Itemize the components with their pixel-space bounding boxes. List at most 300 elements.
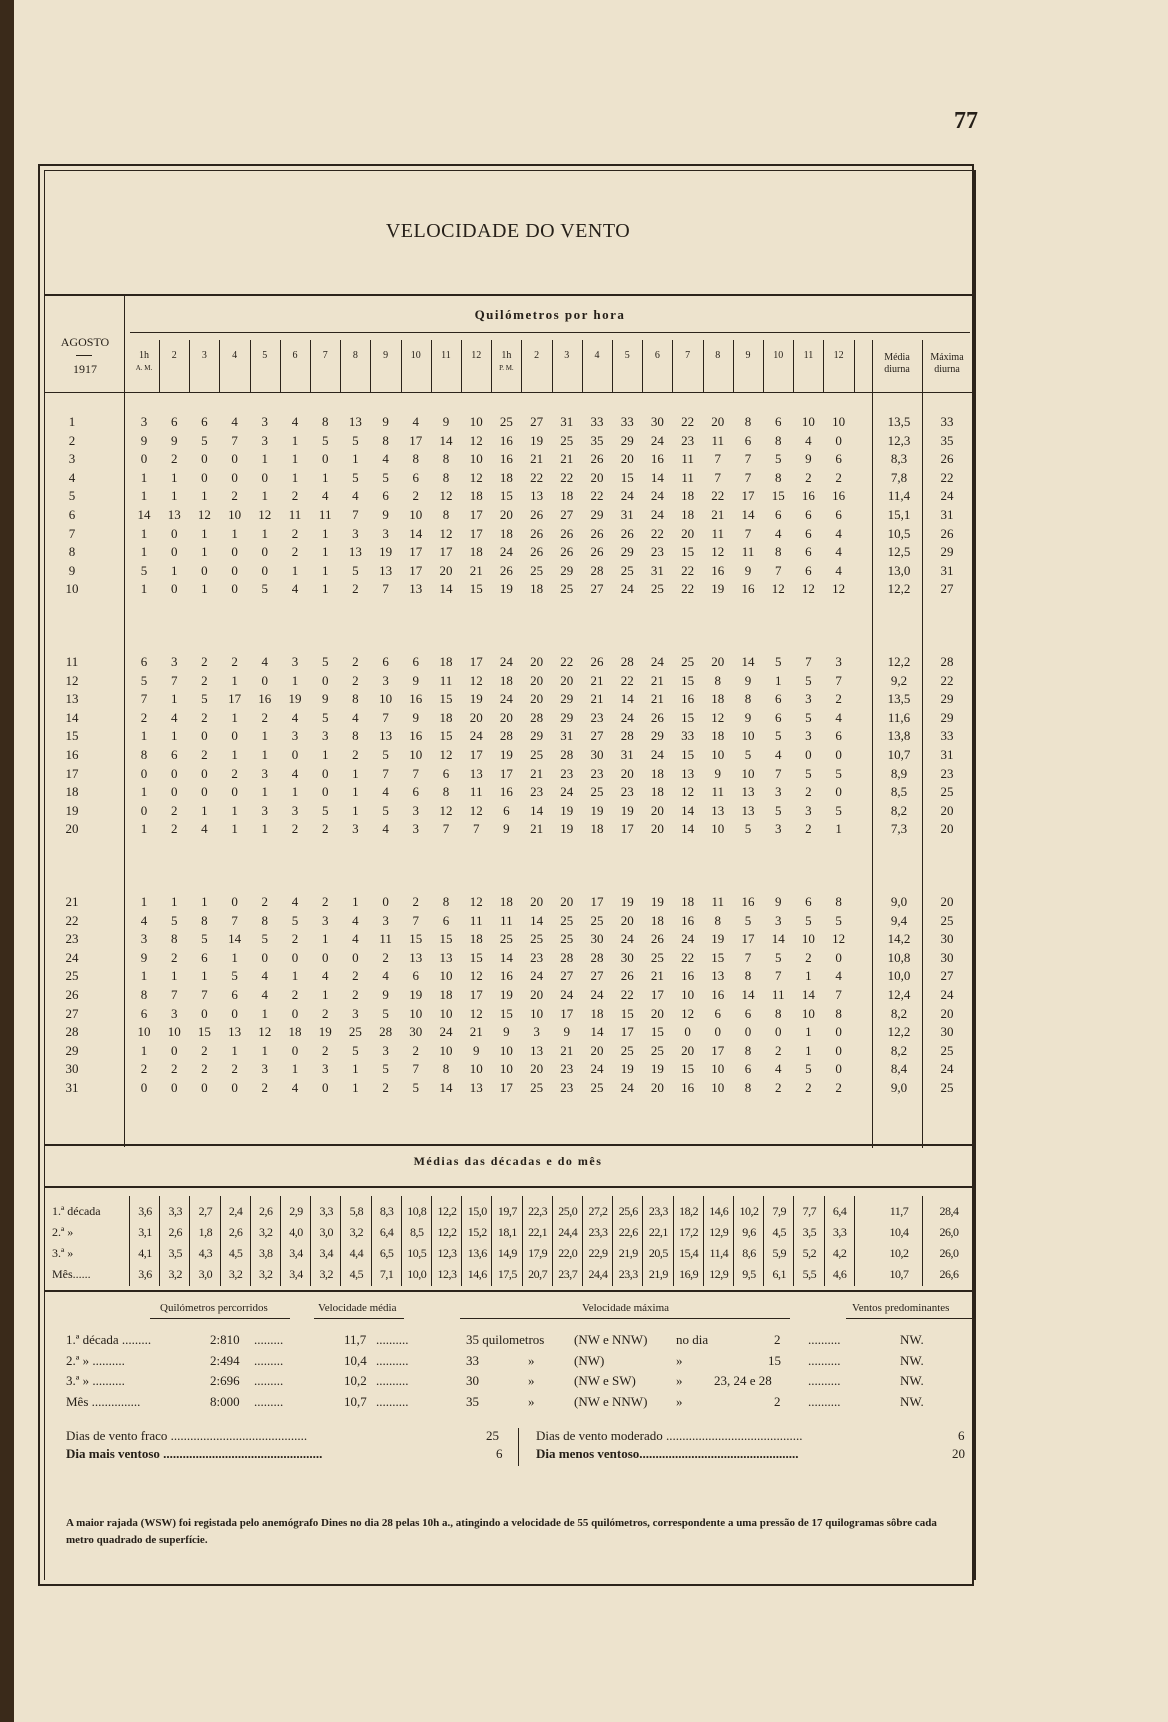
hourly-speed-cell: 3: [774, 784, 782, 800]
title-divider: [44, 294, 972, 296]
hourly-speed-cell: 4: [805, 432, 812, 448]
hourly-speed-cell: 3: [291, 802, 299, 818]
header-bottom-rule: [44, 392, 972, 393]
hourly-speed-cell: 20: [530, 894, 544, 909]
hourly-speed-cell: 7: [774, 765, 782, 781]
year-label: 1917: [73, 362, 97, 376]
hourly-speed-cell: 12: [439, 525, 453, 541]
average-hour-cell: 3,6: [138, 1267, 152, 1281]
hourly-speed-cell: 0: [170, 1080, 178, 1095]
hourly-speed-cell: 5: [140, 672, 148, 688]
km-per-hour-heading: Quilómetros por hora: [474, 307, 626, 322]
hour-column-divider: [823, 340, 824, 392]
hourly-speed-cell: 2: [774, 1042, 782, 1058]
daily-mean-cell: 7,8: [890, 469, 908, 485]
hourly-speed-cell: 3: [352, 821, 359, 837]
hourly-speed-cell: 23: [560, 765, 574, 781]
hourly-speed-cell: 3: [321, 912, 329, 928]
hourly-speed-cell: 9: [170, 432, 178, 448]
average-hour-cell: 10,8: [407, 1204, 427, 1218]
summary-dots3: ..........: [808, 1332, 841, 1347]
hourly-speed-cell: 18: [469, 544, 483, 560]
hourly-speed-cell: 3: [352, 525, 359, 541]
hour-column-divider: [280, 340, 281, 392]
hourly-speed-cell: 18: [530, 581, 544, 597]
hourly-speed-cell: 14: [137, 507, 151, 522]
hourly-speed-cell: 0: [835, 1061, 842, 1077]
hourly-speed-cell: 4: [412, 414, 420, 429]
hourly-speed-cell: 13: [711, 802, 725, 818]
day-number: 23: [65, 931, 79, 947]
least-windy-day-label: Dia menos ventoso.................................................: [536, 1446, 799, 1461]
hourly-speed-cell: 20: [499, 507, 513, 522]
hour-header-2: 2: [171, 350, 177, 361]
average-column-divider: [250, 1196, 251, 1286]
hourly-speed-cell: 3: [382, 525, 389, 541]
hourly-speed-cell: 4: [382, 784, 389, 800]
hourly-speed-cell: 24: [650, 488, 664, 504]
day-number: 19: [65, 802, 79, 818]
average-hour-cell: 5,5: [802, 1267, 817, 1281]
hourly-speed-cell: 7: [352, 507, 359, 522]
hourly-speed-cell: 12: [711, 544, 725, 560]
hourly-speed-cell: 17: [469, 747, 483, 762]
hourly-speed-cell: 6: [412, 469, 420, 485]
hourly-speed-cell: 29: [620, 432, 634, 448]
daily-mean-cell: 13,8: [887, 728, 911, 744]
average-hour-cell: 3,4: [289, 1267, 303, 1281]
hourly-speed-cell: 13: [348, 414, 362, 429]
hourly-speed-cell: 26: [530, 544, 544, 560]
hourly-speed-cell: 25: [620, 562, 634, 578]
hourly-speed-cell: 3: [261, 802, 269, 818]
hourly-speed-cell: 16: [681, 691, 695, 707]
daily-mean-cell: 8,2: [890, 1005, 908, 1021]
hourly-speed-cell: 5: [321, 802, 329, 818]
daily-max-cell: 22: [940, 672, 954, 688]
hourly-speed-cell: 10: [499, 1061, 513, 1077]
hourly-speed-cell: 0: [684, 1024, 691, 1040]
hourly-speed-cell: 9: [442, 414, 450, 429]
hour-header-12: 12: [471, 350, 482, 361]
hourly-speed-cell: 22: [681, 562, 695, 578]
day-number: 28: [65, 1024, 79, 1040]
hourly-speed-cell: 10: [801, 1005, 815, 1021]
hourly-speed-cell: 12: [681, 1005, 695, 1021]
hourly-speed-cell: 6: [835, 507, 842, 522]
average-hour-cell: 3,2: [319, 1267, 333, 1281]
hourly-speed-cell: 30: [590, 931, 604, 947]
hourly-speed-cell: 20: [590, 469, 604, 485]
hourly-speed-cell: 1: [352, 1080, 359, 1095]
hourly-speed-cell: 3: [291, 728, 299, 744]
hourly-speed-cell: 4: [352, 912, 359, 928]
hourly-speed-cell: 25: [560, 581, 574, 597]
average-hour-cell: 20,5: [648, 1246, 668, 1260]
hourly-speed-cell: 6: [774, 709, 782, 725]
day-number: 14: [65, 709, 79, 725]
average-row-label: Mês......: [52, 1267, 91, 1281]
hourly-speed-cell: 8: [382, 432, 389, 448]
hourly-speed-cell: 26: [530, 525, 544, 541]
average-max-cell: 26,0: [939, 1225, 959, 1239]
hourly-speed-cell: 20: [711, 654, 725, 669]
hourly-speed-cell: 2: [201, 1042, 208, 1058]
hourly-speed-cell: 23: [560, 1061, 574, 1077]
hourly-speed-cell: 3: [805, 728, 812, 744]
hourly-speed-cell: 5: [352, 432, 359, 448]
hourly-speed-cell: 24: [620, 1080, 634, 1095]
summary-header-winds: Ventos predominantes: [852, 1302, 950, 1314]
hourly-speed-cell: 11: [469, 912, 483, 928]
hourly-speed-cell: 28: [620, 728, 634, 744]
average-hour-cell: 11,4: [709, 1246, 729, 1260]
hourly-speed-cell: 13: [439, 949, 453, 965]
hourly-speed-cell: 1: [321, 987, 329, 1002]
hour-header-23: 11: [803, 350, 814, 361]
hourly-speed-cell: 20: [650, 821, 664, 837]
hourly-speed-cell: 5: [140, 562, 148, 578]
hourly-speed-cell: 0: [231, 894, 238, 909]
hourly-speed-cell: 0: [291, 747, 299, 762]
daily-mean-cell: 12,5: [887, 544, 911, 560]
hourly-speed-cell: 16: [499, 432, 513, 448]
hourly-speed-cell: 7: [744, 469, 752, 485]
average-column-divider: [522, 1196, 523, 1286]
hourly-speed-cell: 5: [805, 709, 812, 725]
hourly-speed-cell: 2: [835, 469, 842, 485]
hourly-speed-cell: 9: [805, 451, 812, 467]
hourly-speed-cell: 19: [409, 987, 423, 1002]
hourly-speed-cell: 0: [201, 765, 208, 781]
average-column-divider: [824, 1196, 825, 1286]
hourly-speed-cell: 6: [503, 802, 510, 818]
hourly-speed-cell: 4: [291, 894, 299, 909]
average-hour-cell: 3,2: [168, 1267, 182, 1281]
hourly-speed-cell: 1: [352, 784, 359, 800]
average-hour-cell: 3,0: [319, 1225, 333, 1239]
hourly-speed-cell: 25: [530, 562, 544, 578]
hourly-speed-cell: 5: [805, 1061, 812, 1077]
hourly-speed-cell: 4: [261, 987, 269, 1002]
summary-q: »: [528, 1393, 535, 1409]
hourly-speed-cell: 8: [744, 1042, 752, 1058]
hourly-speed-cell: 9: [321, 691, 329, 707]
hourly-speed-cell: 0: [291, 1005, 299, 1021]
hourly-speed-cell: 1: [140, 728, 148, 744]
hourly-speed-cell: 1: [170, 469, 178, 485]
hourly-speed-cell: 24: [681, 931, 695, 947]
hourly-speed-cell: 1: [140, 968, 148, 984]
hourly-speed-cell: 9: [412, 709, 420, 725]
moderate-wind-days-label: Dias de vento moderado ..........................................: [536, 1428, 803, 1443]
hourly-speed-cell: 22: [620, 672, 634, 688]
hourly-speed-cell: 4: [835, 544, 842, 560]
hourly-speed-cell: 9: [714, 765, 722, 781]
hourly-speed-cell: 3: [321, 728, 329, 744]
hourly-speed-cell: 26: [560, 525, 574, 541]
hourly-speed-cell: 24: [439, 1024, 453, 1040]
hourly-speed-cell: 23: [560, 1080, 574, 1095]
hourly-speed-cell: 1: [201, 581, 208, 597]
average-hour-cell: 2,6: [259, 1204, 273, 1218]
hourly-speed-cell: 0: [231, 469, 238, 485]
daily-mean-cell: 8,5: [890, 784, 908, 800]
hourly-speed-cell: 12: [681, 784, 695, 800]
day-number: 2: [68, 432, 76, 448]
hourly-speed-cell: 18: [711, 728, 725, 744]
hourly-speed-cell: 13: [167, 507, 181, 522]
hourly-speed-cell: 1: [140, 784, 148, 800]
hourly-speed-cell: 20: [560, 894, 574, 909]
hourly-speed-cell: 0: [140, 802, 148, 818]
hourly-speed-cell: 2: [231, 765, 238, 781]
average-column-divider: [280, 1196, 281, 1286]
hourly-speed-cell: 19: [650, 894, 664, 909]
hourly-speed-cell: 0: [261, 544, 269, 560]
daily-max-cell: 33: [940, 414, 954, 429]
hourly-speed-cell: 6: [805, 544, 812, 560]
hourly-speed-cell: 33: [590, 414, 604, 429]
page-title: VELOCIDADE DO VENTO: [385, 220, 631, 242]
hourly-speed-cell: 2: [321, 894, 329, 909]
hourly-speed-cell: 12: [832, 581, 846, 597]
average-hour-cell: 5,2: [802, 1246, 817, 1260]
day-number: 20: [65, 821, 79, 837]
average-hour-cell: 4,5: [228, 1246, 243, 1260]
summary-dia: 15: [768, 1352, 781, 1368]
hourly-speed-cell: 5: [774, 802, 782, 818]
average-hour-cell: 20,7: [528, 1267, 548, 1281]
hourly-speed-cell: 8: [714, 912, 722, 928]
average-hour-cell: 7,1: [379, 1267, 394, 1281]
average-hour-cell: 22,1: [648, 1225, 668, 1239]
hourly-speed-cell: 13: [409, 581, 423, 597]
hourly-speed-cell: 2: [412, 488, 420, 504]
hourly-speed-cell: 10: [439, 1005, 453, 1021]
summary-max: 30: [466, 1373, 479, 1388]
hourly-speed-cell: 16: [801, 488, 815, 504]
hourly-speed-cell: 14: [590, 1024, 604, 1040]
hourly-speed-cell: 10: [801, 414, 815, 429]
summary-dots3: ..........: [808, 1393, 841, 1409]
hourly-speed-cell: 22: [560, 654, 574, 669]
hourly-speed-cell: 4: [140, 912, 148, 928]
average-hour-cell: 5,9: [772, 1246, 786, 1260]
hourly-speed-cell: 10: [499, 1042, 513, 1058]
hourly-speed-cell: 4: [291, 709, 299, 725]
hourly-speed-cell: 2: [261, 709, 269, 725]
hourly-speed-cell: 19: [711, 581, 725, 597]
hourly-speed-cell: 21: [560, 1042, 574, 1058]
average-hour-cell: 24,4: [588, 1267, 608, 1281]
moderate-wind-days-value: 6: [958, 1428, 965, 1443]
hourly-speed-cell: 16: [711, 987, 725, 1002]
hourly-speed-cell: 15: [681, 544, 695, 560]
hourly-speed-cell: 5: [382, 802, 389, 818]
hourly-speed-cell: 0: [201, 728, 208, 744]
average-hour-cell: 9,5: [742, 1267, 756, 1281]
hourly-speed-cell: 14: [681, 821, 695, 837]
average-hour-cell: 7,7: [802, 1204, 817, 1218]
hourly-speed-cell: 0: [231, 581, 238, 597]
summary-dia-label: »: [676, 1393, 683, 1409]
daily-mean-cell: 10,8: [887, 949, 911, 965]
hourly-speed-cell: 0: [170, 765, 178, 781]
hourly-speed-cell: 1: [170, 894, 178, 909]
hourly-speed-cell: 5: [774, 654, 782, 669]
summary-dots1: .........: [254, 1332, 284, 1347]
hourly-speed-cell: 1: [261, 1042, 269, 1058]
hourly-speed-cell: 5: [170, 912, 178, 928]
hourly-speed-cell: 3: [412, 802, 420, 818]
daily-mean-cell: 9,0: [890, 1080, 908, 1095]
hourly-speed-cell: 15: [681, 1061, 695, 1077]
average-column-divider: [431, 1196, 432, 1286]
hourly-speed-cell: 2: [352, 987, 359, 1002]
gust-note: A maior rajada (WSW) foi registada pelo anemógrafo Dines no dia 28 pelas 10h a., atingindo a velocidade de 55 quilómetros, correspondente a uma pressão de 17 quilogramas sôbre cada metro quadrado de superfície.: [66, 1517, 937, 1546]
windiest-day-label: Dia mais ventoso .................................................: [66, 1446, 323, 1461]
hourly-speed-cell: 13: [681, 765, 695, 781]
hourly-speed-cell: 6: [140, 1005, 148, 1021]
hourly-speed-cell: 1: [291, 968, 299, 984]
hourly-speed-cell: 29: [530, 728, 544, 744]
summary-label: Mês ...............: [66, 1393, 141, 1409]
average-hour-cell: 12,3: [437, 1267, 457, 1281]
hourly-speed-cell: 1: [805, 1024, 812, 1040]
hourly-speed-cell: 23: [530, 949, 544, 965]
hourly-speed-cell: 25: [560, 931, 574, 947]
daily-max-cell: 25: [940, 912, 954, 928]
hourly-speed-cell: 24: [620, 581, 634, 597]
summary-km: 8:000: [210, 1393, 240, 1409]
average-hour-cell: 12,9: [709, 1225, 729, 1239]
hourly-speed-cell: 5: [412, 1080, 420, 1095]
hourly-speed-cell: 0: [261, 949, 269, 965]
hourly-speed-cell: 1: [261, 525, 269, 541]
hourly-speed-cell: 5: [774, 949, 782, 965]
hourly-speed-cell: 14: [771, 931, 785, 947]
average-mean-cell: 10,2: [889, 1246, 909, 1260]
hour-column-divider: [703, 340, 704, 392]
average-hour-cell: 17,9: [528, 1246, 548, 1260]
hourly-speed-cell: 22: [681, 581, 695, 597]
hourly-speed-cell: 20: [650, 1080, 664, 1095]
hourly-speed-cell: 21: [650, 968, 664, 984]
summary-media: 10,4: [344, 1352, 367, 1368]
hourly-speed-cell: 6: [744, 1005, 752, 1021]
average-hour-cell: 9,6: [742, 1225, 756, 1239]
hour-header-6: 6: [292, 350, 298, 361]
daily-mean-cell: 8,9: [890, 765, 908, 781]
hourly-speed-cell: 1: [291, 562, 299, 578]
average-hour-cell: 4,5: [772, 1225, 786, 1239]
hourly-speed-cell: 24: [499, 654, 513, 669]
hourly-speed-cell: 6: [805, 507, 812, 522]
hourly-speed-cell: 5: [382, 1061, 389, 1077]
summary-km: 2:696: [210, 1373, 240, 1388]
average-hour-cell: 10,2: [739, 1204, 759, 1218]
hourly-speed-cell: 31: [620, 507, 634, 522]
hourly-speed-cell: 5: [201, 432, 208, 448]
day-number: 6: [68, 507, 76, 522]
hourly-speed-cell: 9: [382, 507, 389, 522]
hourly-speed-cell: 1: [805, 1042, 812, 1058]
day-number: 25: [65, 968, 79, 984]
hourly-speed-cell: 4: [352, 709, 359, 725]
hourly-speed-cell: 29: [590, 507, 604, 522]
day-number: 21: [65, 894, 79, 909]
hourly-speed-cell: 6: [805, 894, 812, 909]
summary-dia-label: »: [676, 1352, 683, 1368]
hourly-speed-cell: 2: [805, 821, 812, 837]
hourly-speed-cell: 1: [291, 432, 299, 448]
hourly-speed-cell: 15: [469, 949, 483, 965]
hourly-speed-cell: 1: [835, 821, 842, 837]
hourly-speed-cell: 18: [590, 1005, 604, 1021]
hourly-speed-cell: 23: [681, 432, 695, 448]
hourly-speed-cell: 6: [442, 765, 450, 781]
hour-column-divider: [310, 340, 311, 392]
hourly-speed-cell: 15: [711, 949, 725, 965]
average-hour-cell: 8,5: [410, 1225, 424, 1239]
averages-title: Médias das décadas e do mês: [413, 1154, 603, 1168]
daily-mean-cell: 12,3: [887, 432, 911, 448]
day-number: 29: [65, 1042, 79, 1058]
daily-mean-cell: 10,7: [887, 747, 911, 762]
hourly-speed-cell: 10: [801, 931, 815, 947]
hourly-speed-cell: 14: [439, 1080, 453, 1095]
hourly-speed-cell: 7: [774, 562, 782, 578]
hourly-speed-cell: 18: [469, 931, 483, 947]
summary-rule-winds: [846, 1318, 972, 1319]
hourly-speed-cell: 8: [442, 507, 450, 522]
hourly-speed-cell: 3: [261, 1061, 269, 1077]
hourly-speed-cell: 4: [231, 414, 238, 429]
hourly-speed-cell: 0: [805, 747, 812, 762]
weak-wind-days-value: 25: [486, 1428, 499, 1443]
hour-header-10: 10: [410, 350, 421, 361]
hour-header-18: 6: [654, 350, 660, 361]
hourly-speed-cell: 5: [321, 709, 329, 725]
average-column-divider: [763, 1196, 764, 1286]
hourly-speed-cell: 12: [258, 1024, 272, 1040]
hourly-speed-cell: 4: [352, 488, 359, 504]
average-column-divider: [340, 1196, 341, 1286]
day-number: 16: [65, 747, 79, 762]
hourly-speed-cell: 6: [744, 1061, 752, 1077]
hour-header-24: 12: [833, 350, 844, 361]
hourly-speed-cell: 20: [681, 525, 695, 541]
hourly-speed-cell: 19: [620, 802, 634, 818]
hourly-speed-cell: 4: [291, 414, 299, 429]
hourly-speed-cell: 1: [261, 1005, 269, 1021]
hourly-speed-cell: 8: [412, 451, 420, 467]
hourly-speed-cell: 25: [499, 931, 513, 947]
hourly-speed-cell: 14: [741, 507, 755, 522]
hourly-speed-cell: 31: [620, 747, 634, 762]
hourly-speed-cell: 24: [530, 968, 544, 984]
hourly-speed-cell: 25: [590, 1080, 604, 1095]
hourly-speed-cell: 27: [590, 728, 604, 744]
average-hour-cell: 3,4: [289, 1246, 303, 1260]
hourly-speed-cell: 18: [469, 488, 483, 504]
daily-mean-cell: 9,4: [890, 912, 908, 928]
hourly-speed-cell: 25: [348, 1024, 362, 1040]
average-hour-cell: 3,5: [168, 1246, 182, 1260]
summary-max: 35 quilometros: [466, 1332, 545, 1347]
hourly-speed-cell: 6: [714, 1005, 722, 1021]
